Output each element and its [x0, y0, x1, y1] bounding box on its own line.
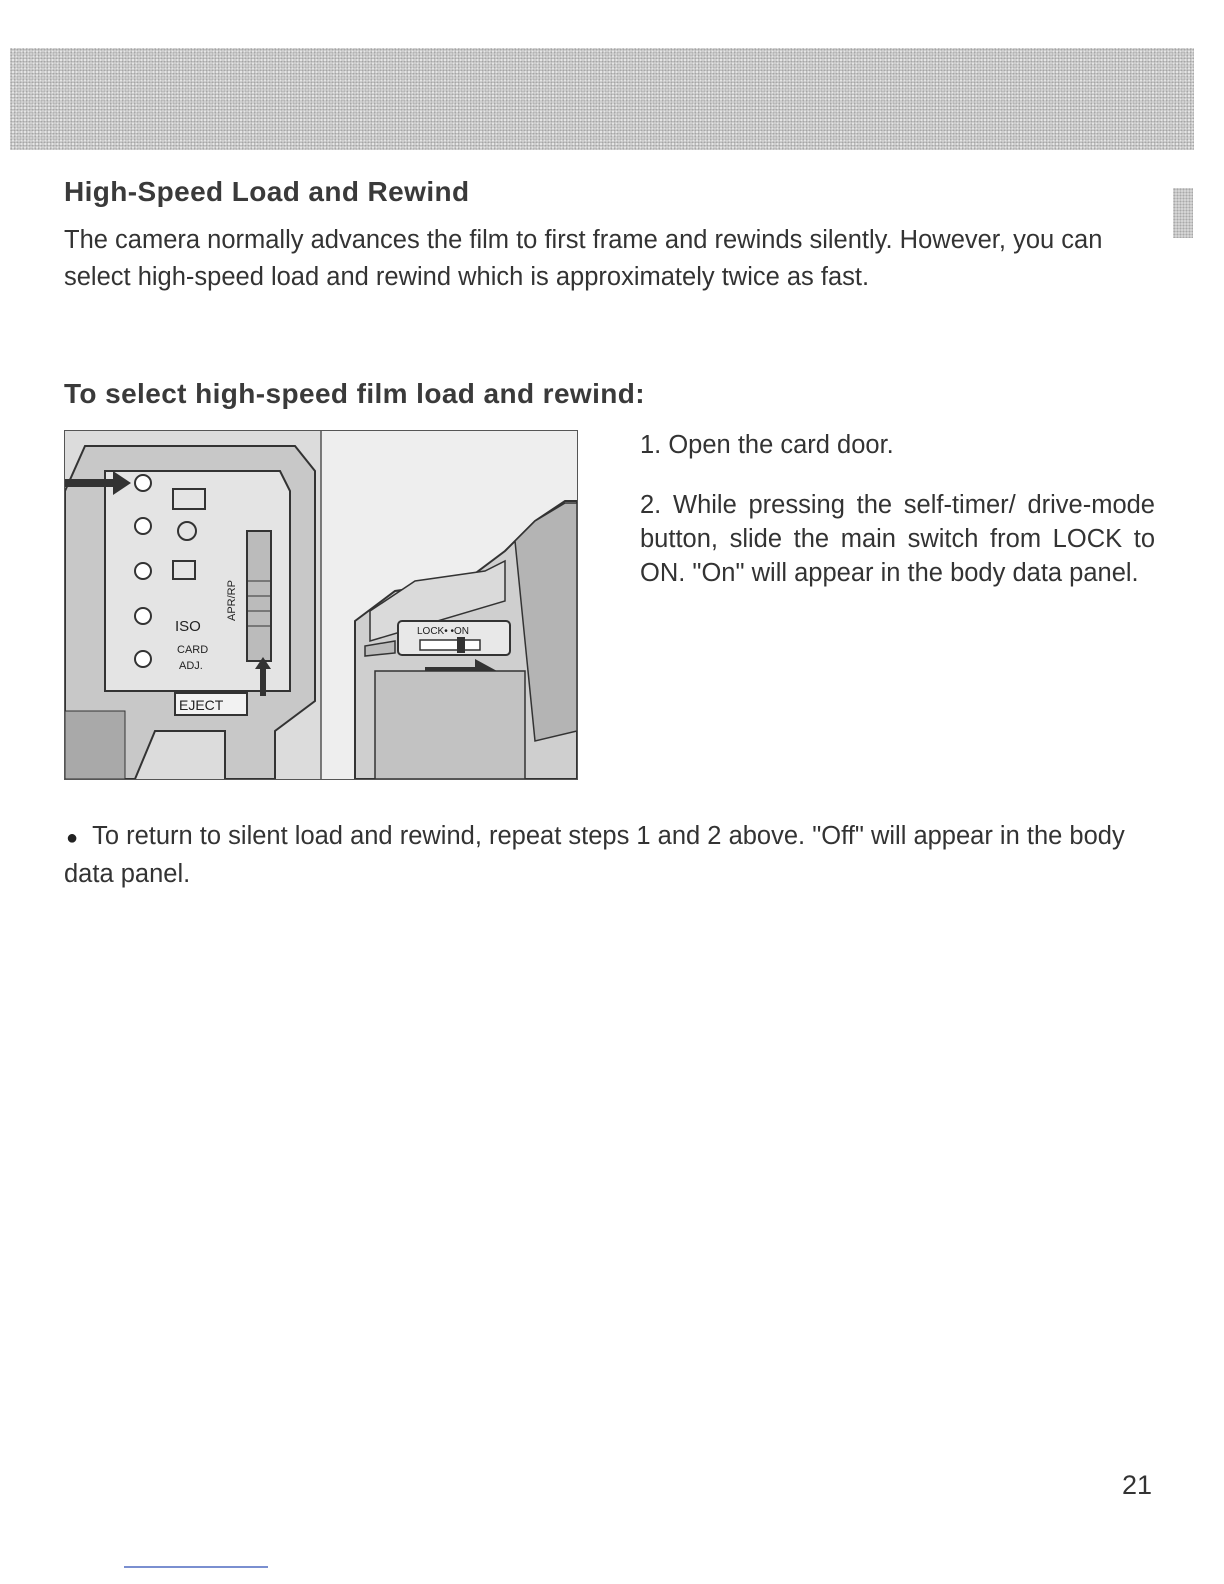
intro-paragraph: The camera normally advances the film to first frame and rewinds silently. However, you can select high-speed load and rewind which is approximately twice as fast.: [64, 226, 1103, 291]
section-title: High-Speed Load and Rewind: [64, 176, 470, 207]
edge-tab: [1173, 188, 1193, 238]
card-door-illustration: [65, 431, 321, 779]
button-circle-4: [135, 608, 151, 624]
button-circle-3: [135, 563, 151, 579]
bullet-icon: ●: [66, 827, 79, 849]
note-text: To return to silent load and rewind, repeat steps 1 and 2 above. "Off" will appear in the body data panel.: [64, 822, 1125, 888]
card-label: CARD: [177, 644, 209, 656]
lock-on-label: LOCK• •ON: [417, 626, 470, 637]
adj-label: ADJ.: [179, 660, 203, 672]
button-circle-2: [135, 518, 151, 534]
iso-label: ISO: [175, 618, 201, 635]
footer-rule: [124, 1566, 268, 1568]
header-band: [10, 48, 1194, 150]
page-number: 21: [1122, 1470, 1153, 1500]
step-1: 1. Open the card door.: [640, 431, 894, 459]
eject-label: EJECT: [179, 697, 224, 713]
camera-illustration: [64, 430, 578, 780]
apr-label: APR/RP: [226, 580, 238, 621]
main-switch-illustration: [322, 431, 577, 779]
step-2: 2. While pressing the self-timer/ drive-mode button, slide the main switch from LOCK to ON. "On" will appear in the body data panel.: [640, 491, 1155, 587]
note-paragraph: [64, 818, 1154, 892]
button-circle-1: [135, 475, 151, 491]
procedure-heading: To select high-speed film load and rewind:: [64, 378, 646, 409]
button-circle-5: [135, 651, 151, 667]
steps-list: [640, 428, 1155, 616]
